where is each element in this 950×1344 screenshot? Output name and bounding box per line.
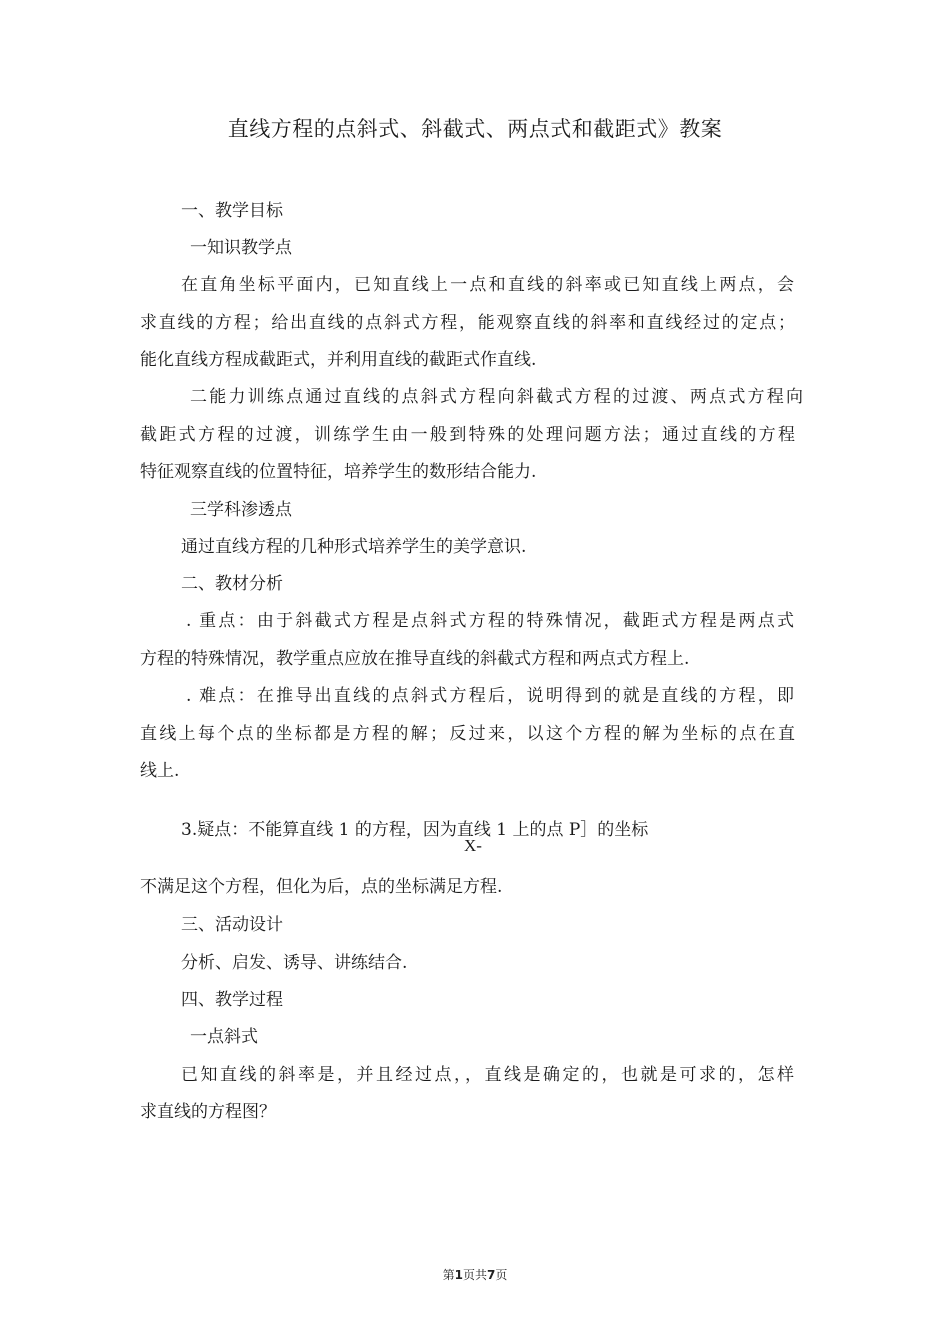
footer-middle: 页共	[462, 1268, 487, 1282]
paragraph-line-doubt: 3.疑点：不能算直线 1 的方程，因为直线 1 上的点 P］的坐标	[181, 820, 649, 840]
page-footer	[0, 1266, 950, 1283]
paragraph-line: 直线上每个点的坐标都是方程的解；反过来，以这个方程的解为坐标的点在直	[140, 724, 795, 744]
heading-teaching-process: 四、教学过程	[181, 990, 283, 1010]
paragraph-line: 求直线的方程；给出直线的点斜式方程，能观察直线的斜率和直线经过的定点；	[140, 313, 795, 333]
footer-total-pages: 7	[487, 1268, 496, 1282]
paragraph-line: . 重点：由于斜截式方程是点斜式方程的特殊情况，截距式方程是两点式	[186, 611, 794, 631]
paragraph-line: 二能力训练点通过直线的点斜式方程向斜截式方程的过渡、两点式方程向	[190, 387, 803, 407]
footer-page-number: 1	[454, 1268, 463, 1282]
paragraph-line: 分析、启发、诱导、讲练结合.	[181, 953, 408, 973]
paragraph-line: 在直角坐标平面内，已知直线上一点和直线的斜率或已知直线上两点，会	[181, 275, 794, 295]
paragraph-line: 不满足这个方程，但化为后，点的坐标满足方程.	[140, 877, 503, 897]
heading-textbook-analysis: 二、教材分析	[181, 574, 283, 594]
paragraph-line: 方程的特殊情况，教学重点应放在推导直线的斜截式方程和两点式方程上.	[140, 649, 690, 669]
paragraph-line: 求直线的方程图？	[140, 1102, 276, 1122]
paragraph-line: 已知直线的斜率是，并且经过点，，直线是确定的，也就是可求的，怎样	[181, 1065, 794, 1085]
footer-prefix: 第	[442, 1268, 455, 1282]
heading-activity-design: 三、活动设计	[181, 915, 283, 935]
subheading-knowledge: 一知识教学点	[190, 238, 292, 258]
document-title: 直线方程的点斜式、斜截式、两点式和截距式》教案	[227, 117, 723, 141]
paragraph-line: 能化直线方程成截距式，并利用直线的截距式作直线.	[140, 350, 537, 370]
paragraph-line: 线上.	[140, 761, 180, 781]
footer-suffix: 页	[495, 1268, 508, 1282]
paragraph-line: 特征观察直线的位置特征，培养学生的数形结合能力.	[140, 462, 537, 482]
fraction-fragment: X-	[464, 836, 482, 855]
subheading-point-slope: 一点斜式	[190, 1027, 258, 1047]
heading-teaching-goals: 一、教学目标	[181, 201, 283, 221]
subheading-subject: 三学科渗透点	[190, 500, 292, 520]
paragraph-line: 通过直线方程的几种形式培养学生的美学意识.	[181, 537, 527, 557]
paragraph-line: 截距式方程的过渡，训练学生由一般到特殊的处理问题方法；通过直线的方程	[140, 425, 795, 445]
paragraph-line: . 难点：在推导出直线的点斜式方程后，说明得到的就是直线的方程，即	[186, 686, 794, 706]
